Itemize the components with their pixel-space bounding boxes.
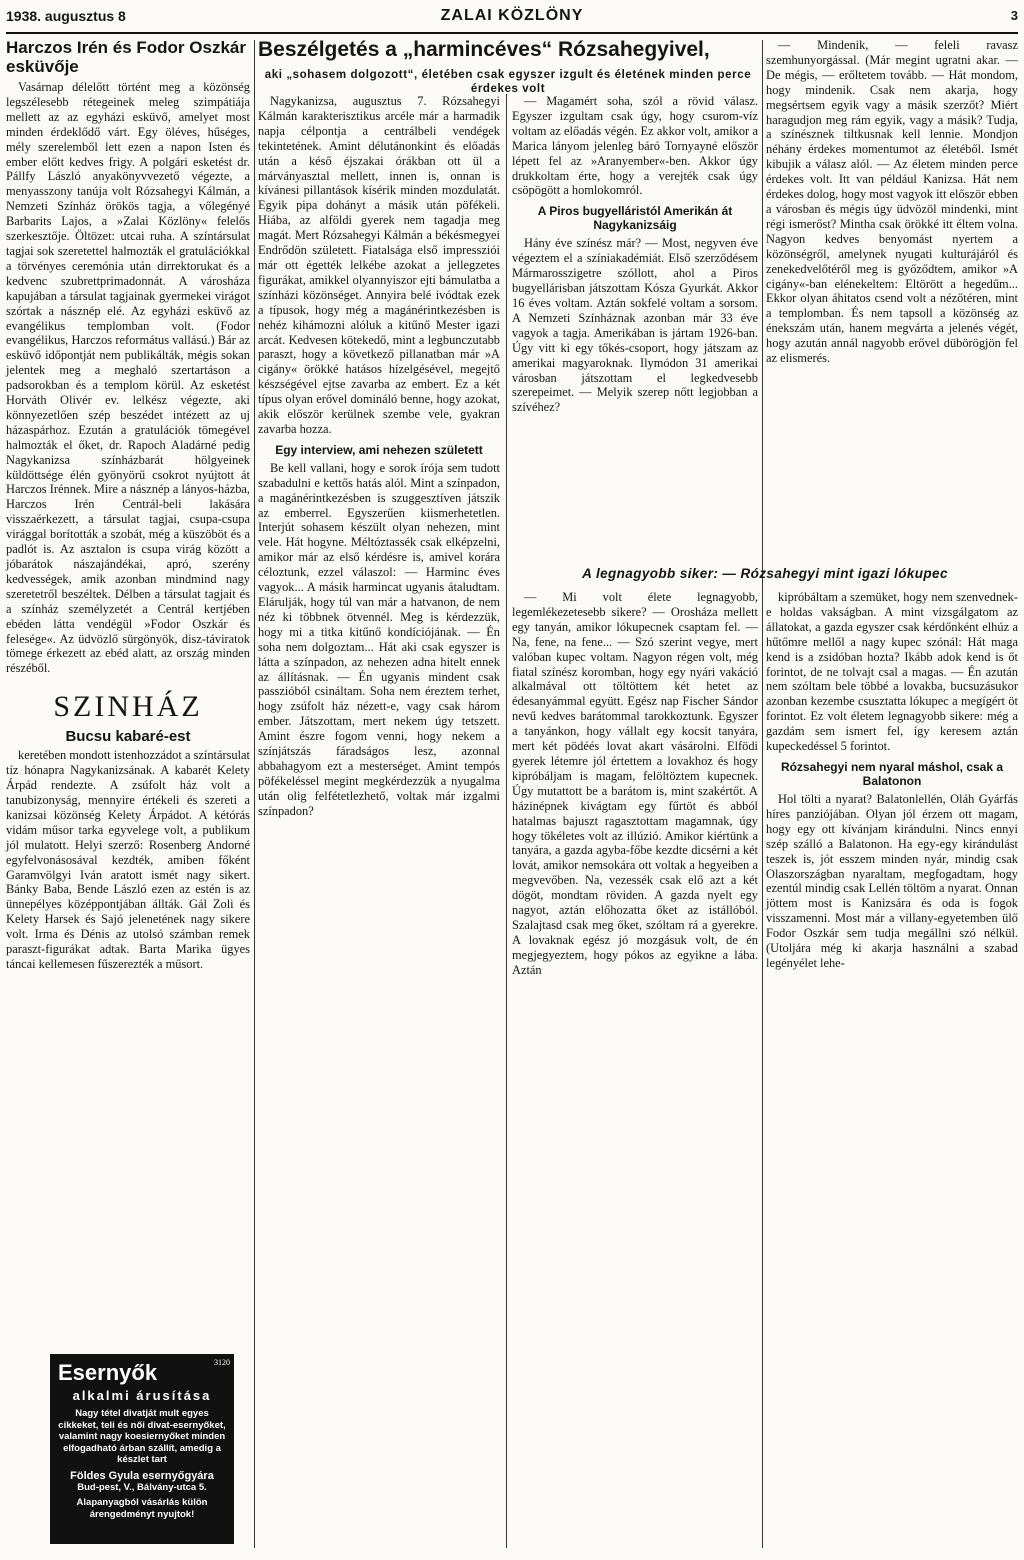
interview-subtitle: aki „sohasem dolgozott“, életében csak egyszer izgult és életének minden perce érdekes volt <box>264 69 752 95</box>
ad-subtitle: alkalmi árusítása <box>72 1388 212 1403</box>
issue-date: 1938. augusztus 8 <box>6 8 126 24</box>
theater-title: Bucsu kabaré-est <box>65 728 191 746</box>
interview-subheading: A Piros bugyelláristól Amerikán át Nagykanizsáig <box>537 204 733 233</box>
interview-col2b: Be kell vallani, hogy e sorok írója sem tudott szabadulni e kettős hatás alól. Mint a színpadon, a magánérintkezésben is szuggesztíven játszik az emberrel. Egyszerűen kiismerhetetlen. Interjút sohasem készült olyan nehezen, mint vele. Hát hogyne. Méltóztassék csak elképzelni, amikor már az első kérdésre is, amivel korára céloztunk, ezzel válaszol: — Harminc éves vagyok... A másik harmincat ugyanis átaludtam. Elárulják, hogy túl van már a hatvanon, de nem néz ki többnek ötvennél. Meg is kérdezzük, hogy mi a titka kitűnő kondíciójának. — Én soha nem dolgoztam... Hát aki csak egyszer is látta a színpadon, az nehezen adna hitelt ennek az állításnak. — Én ugyanis mindent csak passzióból csináltam. Soha nem éreztem terhet, hogy zsúfolt ház nézett-e, vagy csak három ember. Játszottam, mert nekem úgy tetszett. Amint észre fogom venni, hogy nekem a színjátszás fáradságos lesz, azonnal abbahagyom ezt a mesterséget. Amint tempós pöfékeléssel megint megkérdezzük a nyugalma után olig felfétetlezhető, voltak már izgalmi színpadon? <box>258 460 500 818</box>
wedding-title: Harczos Irén és Fodor Oszkár esküvője <box>6 38 246 76</box>
umbrella-ad <box>50 1354 234 1544</box>
masthead: ZALAI KÖZLÖNY <box>440 7 584 24</box>
column-3 <box>512 94 758 574</box>
column-1 <box>6 38 250 1548</box>
ad-company: Földes Gyula esernyőgyára <box>70 1469 214 1482</box>
column-4 <box>766 38 1018 568</box>
interview-col3c: — Mi volt élete legnagyobb, legemlékezetesebb sikere? — Orosháza mellett egy tanyán, amikor lókupecnek csaptam fel. — Na, fene, na fene... — Szó szerint vegye, mert valóban kupec voltam. Nagyon régen volt, még fiatal színész koromban, hogy egy nyári vakáció alkalmával ott töltöttem két hetet az édesanyámmal együtt. Egész nap Fischer Sándor nevű kedves barátommal tarokkoztunk. Egyszer a tanyánkon, hogy vállalt egy kocsit tanyára, mert két pödéés lovat akart vásárolni. Elfödi gyerek létemre jól értettem a lovakhoz és hogy kipróbáljam is magam, felöltöztem kupecnek. Úgy mutattott be a barátom is, mint szakértőt. A házinépnek kivágtam egy fűrtöt és abból hatalmas bajuszt ragasztottam magamnak, úgy hogy tökéletes volt az illúzió. Amikor kiértünk a tanyára, a gazda agyba-főbe kezdte dicsérni a két lovát, amikor nemsokára ott voltak a hegyeiben a megvevőben. Na, vezessék csak elő azt a két dögöt, mondtam röviden. A gazda nyelt egy nagyot, aztán előhozatta őket az istállóból. Szalajtasd csak meg őket, szóltam rá a gyerekre. A lovaknak egész jó mozgásuk volt, de én megjegyeztem, hogy pókos az egyikne a lába. Aztán <box>512 590 758 977</box>
column-rule <box>506 94 507 1548</box>
interview-col2: Nagykanizsa, augusztus 7. Rózsahegyi Kálmán karakterisztikus arcéle már a harmadik napja célpontja a centrálbeli vendégek tekintetének. Amint délutánonkint és előadás után a késő éjszakai órákban ott ül a márványasztal mellett, innen is, onnan is kívánesi pillantások kísérik minden mozdulatát. Egyik pipa dohányt a másik után pöfékeli. Hiába, az alföldi gyerek nem tagadja meg magát. Mert Rózsahegyi Kálmán a békésmegyei Endrődön született. Fiatalsága első impressziói már ott égették lelkébe azokat a jellegzetes figurákat, amikkel olyannyiszor ejti bámulatba a színházi közönséget. Annyira belé ivódtak ezek a típusok, hogy még a magánérintkezésben is nehéz kihámozni alóluk a kitűnő Mester igazi arcát. Kedvesen kötekedő, mint a legbunczutabb paraszt, hogy a következő pillanatban már »A cigány« örökké hatásos hízelgésével, megejtő készségével ejtse zavarba az embert. Ez a két típus olyan erővel domináló benne, hogy azokat, akik először kerülnek szembe vele, gyakran zavarba hozza. <box>258 94 500 436</box>
ad-number: 3120 <box>214 1358 230 1367</box>
interview-title: Beszélgetés a „harmincéves“ Rózsahegyivel, <box>258 38 710 61</box>
success-banner: A legnagyobb siker: — Rózsahegyi mint igazi lókupec <box>582 566 948 581</box>
interview-col3: — Magamért soha, szól a rövid válasz. Egyszer izgultam csak úgy, hogy csurom-víz voltam az előadás végén. Ez akkor volt, amikor a Marica lányom jelenleg báró Tornyayné először lépett fel az »Aranyember«-ben. Akkor úgy drukkoltam érte, hogy a verejték csak úgy csöpögött a homlokomról. <box>512 94 758 198</box>
column-4-lower <box>766 590 1018 1560</box>
interview-headline-block <box>258 38 758 94</box>
ad-title: Esernyők <box>58 1360 158 1385</box>
column-2 <box>258 94 500 818</box>
wedding-body: Vasárnap délelőtt történt meg a közönség legszélesebb rétegeinek meleg szimpátiája mellett az az egyházi esküvő, amelyet most minden érdeklődő várt. Egy öléves, hűséges, mély szerelemből lett ezen a napon Isten és ember előtt kedves frigy. A polgári esketést dr. Pállfy László anyakönyvvezető végezte, a menyasszony tanúja volt Rózsahegyi Kálmán, a Nemzeti Színház örökös tagja, a vőlegényé Barbarits Lajos, a »Zalai Közlöny« felelős szerkesztője. Öltözet: utcai ruha. A színtársulat tagjai sok szeretettel halmozták el gratulációkkal a törvényes ceremónia után dirrektorukat és a kedvenc szubrettprimadonnát. A városháza kapujában a társulat tagjainak gyermekei virágot szórtak a násznép elé. Az egyházi esküvő az evangélikus templomban volt. (Fodor evangélikus, Harczos református vallású.) Bár az esküvő időpontját nem publikálták, mégis sokan jelentek meg a meghaló szertartáson a padsorokban és a templom körül. Az esketést Horváth Olivér ev. lelkész végezte, aki könnyezetlően szép beszédet intézett az uj házaspárhoz. Ezután a gratulációk tömegével halmozták el őket, dr. Rapoch Aladárné pedig Nagykanizsa színházbarát hölgyeinek küldöttsége élén gyönyörű csokrot nyújtott át Harczos Irénnek. Mire a násznép a lányos-házba, Harczos Irén Centrál-beli lakására visszaérkezett, a társulat tagjai, csupa-csupa virággal borították a szobát, még a küszöböt és a padlót is. Az asztalon is csupa virág között a jóbarátok nászajándékai, apró, szerény kedvességek, amik azonban mindmind nagy szeretetről beszéltek. Délben a társulat tagjait és a színház személyzetét a Centrál kertjében ebéden látta vendégül »Fodor Oszkár és felesége«. Az üdvözlő sürgönyök, disz-táviratok tömege érkezett az ebéd alatt, az ország minden részéből. <box>6 80 250 676</box>
column-rule <box>254 40 255 1548</box>
interview-col4b: kipróbáltam a szemüket, hogy nem szenvednek-e holdas vakságban. A mint vizsgálgatom az állatokat, a gazda egyszer csak kérdőnként elhúz a hűtőmre mellől a nagy kupec szónál: Hát maga kend is a zsidóban hozta? Ikább adok kend is őt forintot, de ne tolvajt csal a magas. — Én azután nem szóltam bele többé a lovakba, bucsuzásukor azonban kezembe csusztatta lókupec a megígért öt forintot. Ez volt életem legnagyobb sikere: még a gazdám sem ismert fel, így keresem aztán kupeckedéssel 5 forintot. <box>766 590 1018 754</box>
interview-col4c: Hol tölti a nyarat? Balatonlellén, Oláh Gyárfás híres panziójában. Olyan jól érzem ott magam, hogy egy ott kívánjam kirándulni. Nincs ennyi szép szálló a Balatonon. Ha egy-egy kirándulást teszek is, jót esszem minden nyár, mindig csak Olaszországban nyaraltam, megfogadtam, hogy ezentúl mindig csak Lellén töltöm a nyarat. Onnan jöttem most is Kanizsára és oda is fogok visszamenni. Most már a villany-egyetemben ülő Fodor Oszkár sem tudja megállni szó nélkül. (Utoljára még ki akarja használni a szabad legényélet lehe- <box>766 791 1018 970</box>
ad-text: Nagy tétel divatját mult egyes cikkeket, teli és női divat-esernyőket, valamint nagy koesiernyőket minden elfogadható árban szállít, amedig a készlet tart <box>58 1408 226 1465</box>
column-3-lower <box>512 590 758 1560</box>
page-number: 3 <box>1010 8 1018 23</box>
interview-section4: Rózsahegyi nem nyaral máshol, csak a Balatonon <box>780 759 1004 788</box>
ad-address: Bud-pest, V., Bálvány-utca 5. <box>77 1481 207 1493</box>
ad-footer: Alapanyagból vásárlás külön árengedményt nyujtok! <box>76 1497 208 1520</box>
theater-body: keretében mondott istenhozzádot a színtársulat tíz hónapra Nagykanizsának. A kabarét Kelety Árpád rendezte. A zsúfolt ház volt a tanubizonyság, mennyire értékeli és szereti a kanizsai közönség Kelety Árpádot. A kétórás vidám műsor tarka egyvelege volt, a publikum jól mulatott. Helyi szerző: Rosenberg Andorné egyfelvonásosával kezdték, amiben főként Garamvölgyi Iván aratott ismét nagy sikert. Bánky Baba, Bende László ezen az estén is az ünnepélyes középpontjában állták. Gál Zoli és Kelety Harsek és Sajó jelenetének nagy sikere volt. Irma és Dénis az utolsó számban remek paraszt-figurákat adtak. Barta Marika ügyes táncai kellemesen fűszerezték a műsort. <box>6 748 250 971</box>
column-rule <box>762 40 763 1548</box>
interview-col3b: Hány éve színész már? — Most, negyven éve végeztem el a színiakadémiát. Első szerződésem Mármarosszigetre szóllott, ahol a Piros bugyellárisban játszottam Kósza Gyurkát. Akkor 16 éves voltam. Aztán sokfelé voltam a sorsom. A Nemzeti Színháznak azonban már 33 éve vagyok a tagja. Amerikában is jártam 1926-ban. Úgy vitt ki egy tőkés-csoport, hogy játszam az amerikai magyaroknak. Ilymódon 31 amerikai városban játszottam el legkedvesebb szerepeimet. — Melyik szerep nőtt legjobban a szívéhez? <box>512 236 758 415</box>
theater-heading: SZINHÁZ <box>53 690 203 724</box>
interview-col4: — Mindenik, — feleli ravasz szemhunyorgással. (Már megint ugratni akar. — De mégis, — erőltetem tovább. — Hát mondom, hogy mindenik. Csak nem akarja, hogy megsértsem egyik vagy a másik szerzőt? Miért haragudjon meg rám egyik, vagy a másik? Tudja, a színésznek tiltkusnak kell lennie. Mondjon néhány érdekes momentumot az életéből. Ismét kibujik a válasz alól. — Az életem minden perce érdekes volt. Itt van például Kanizsa. Hát nem érdekes dolog, hogy most vagyok itt először ebben a városban és mégis úgy üdvözöl mindenki, mint régi ismerőst? Mintha csak örökké itt éltem volna. Nagyon kedves benyomást nyertem a közönségről, amelynek nyugati kulturájáról és zenekedvelőtéről meg is győződtem, amikor »A cigány«-ban elénekeltem: Eltörött a hegedűm... Ekkor olyan áhitatos csend volt a nézőtéren, mint a templomban. És nem tapsoll a közönség az énekszám után, hanem megvárta a jelenés végét, hogy azután annál nagyobb erővel dübörögjön fel az elismerés. <box>766 38 1018 366</box>
interview-section-heading: Egy interview, ami nehezen született <box>275 442 483 457</box>
page-header <box>6 4 1018 34</box>
